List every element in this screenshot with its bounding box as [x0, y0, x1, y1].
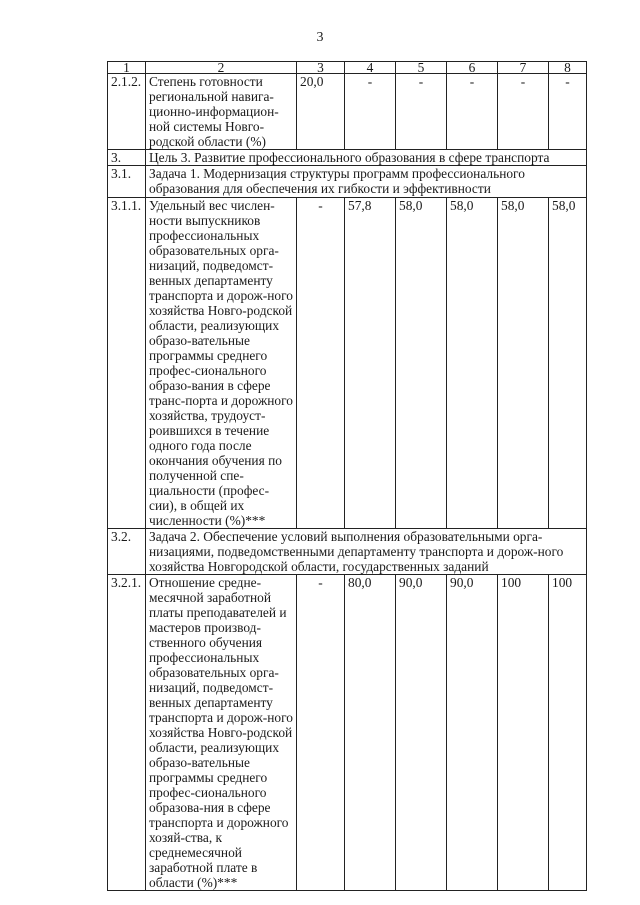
task-row — [108, 529, 587, 575]
value-cell: - — [549, 74, 587, 150]
header-cell: 1 — [108, 62, 146, 74]
value-cell: 90,0 — [447, 575, 498, 891]
value-cell: 58,0 — [549, 198, 587, 529]
header-cell: 7 — [498, 62, 549, 74]
table-header-row — [108, 62, 587, 74]
task-text: Задача 1. Модернизация структуры программ профессионального образования для обеспечения их гибкости и эффективности — [146, 166, 587, 198]
task-text: Задача 2. Обеспечение условий выполнения образовательными орга-низациями, подведомственными департаменту транспорта и дорож-ного хозяйства Новгородской области, государственных заданий — [146, 529, 587, 575]
value-cell: - — [297, 575, 345, 891]
header-cell: 2 — [146, 62, 297, 74]
value-cell: 20,0 — [297, 74, 345, 150]
row-number: 2.1.2. — [108, 74, 146, 150]
value-cell: 58,0 — [498, 198, 549, 529]
indicator-text: Отношение средне-месячной заработной платы преподавателей и мастеров производ-ственного обучения профессиональных образовательных орга-низаций, подведомст-венных департаменту транспорта и дорож-ного хозяйства Новго-родской области, реализующих образо-вательные программы среднего профес-сионального образова-ния в сфере транспорта и дорожного хозяй-ства, к среднемесячной заработной плате в области (%)*** — [146, 575, 297, 891]
value-cell: 80,0 — [345, 575, 396, 891]
row-number: 3.1.1. — [108, 198, 146, 529]
value-cell: - — [396, 74, 447, 150]
header-cell: 8 — [549, 62, 587, 74]
header-cell: 3 — [297, 62, 345, 74]
value-cell: 90,0 — [396, 575, 447, 891]
value-cell: 100 — [549, 575, 587, 891]
page-number: 3 — [316, 30, 324, 45]
value-cell: 57,8 — [345, 198, 396, 529]
row-number: 3.1. — [108, 166, 146, 198]
goal-text: Цель 3. Развитие профессионального образования в сфере транспорта — [146, 150, 587, 166]
header-cell: 6 — [447, 62, 498, 74]
row-number: 3.2.1. — [108, 575, 146, 891]
indicator-text: Степень готовности региональной навига-ционно-информацион-ной системы Новго-родской области (%) — [146, 74, 297, 150]
value-cell: 100 — [498, 575, 549, 891]
table-row — [108, 575, 587, 891]
value-cell: - — [498, 74, 549, 150]
row-number: 3. — [108, 150, 146, 166]
goal-row — [108, 150, 587, 166]
table-row — [108, 198, 587, 529]
header-cell: 5 — [396, 62, 447, 74]
indicator-text: Удельный вес числен-ности выпускников профессиональных образовательных орга-низаций, подведомст-венных департаменту транспорта и дорож-ного хозяйства Новго-родской области, реализующих образо-вательные программы среднего профес-сионального образо-вания в сфере транс-порта и дорожного хозяйства, трудоуст-роившихся в течение одного года после окончания обучения по полученной спе-циальности (профес-сии), в общей их численности (%)*** — [146, 198, 297, 529]
value-cell: - — [297, 198, 345, 529]
value-cell: 58,0 — [396, 198, 447, 529]
header-cell: 4 — [345, 62, 396, 74]
value-cell: 58,0 — [447, 198, 498, 529]
indicators-table — [107, 61, 587, 891]
value-cell: - — [447, 74, 498, 150]
row-number: 3.2. — [108, 529, 146, 575]
task-row — [108, 166, 587, 198]
value-cell: - — [345, 74, 396, 150]
table-row — [108, 74, 587, 150]
